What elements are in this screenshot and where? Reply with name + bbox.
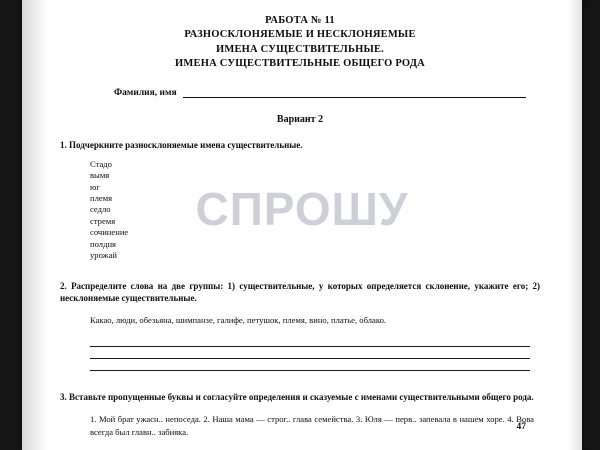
document-content [60, 14, 540, 438]
task-1-word-list [60, 159, 540, 262]
task-2-answer-area [60, 335, 540, 371]
name-field-label: Фамилия, имя [114, 87, 177, 98]
document-title [60, 14, 540, 72]
list-item[interactable]: вымя [90, 170, 110, 181]
variant-heading: Вариант 2 [276, 113, 324, 125]
answer-line[interactable] [90, 335, 530, 347]
title-line-1: РАБОТА № 11 [265, 15, 335, 26]
page-background-left [0, 0, 22, 450]
list-item[interactable]: племя [90, 192, 113, 203]
name-field-input[interactable] [183, 88, 526, 98]
list-item[interactable]: полдня [90, 238, 116, 249]
page-number: 47 [516, 422, 526, 432]
document-page [22, 0, 582, 450]
list-item[interactable]: Стадо [90, 158, 112, 169]
list-item[interactable]: урожай [90, 250, 118, 261]
title-line-2: РАЗНОСКЛОНЯЕМЫЕ И НЕСКЛОНЯЕМЫЕ [184, 29, 416, 41]
list-item[interactable]: юг [90, 181, 100, 192]
watermark-text: СПРОШУ [195, 183, 409, 235]
task-2-heading: 2. Распределите слова на две группы: 1) существительные, у которых определяется склонение, укажите его; 2) несклоняемые существительные. [60, 280, 540, 304]
title-line-4: ИМЕНА СУЩЕСТВИТЕЛЬНЫЕ ОБЩЕГО РОДА [175, 58, 425, 70]
list-item[interactable]: сочинение [90, 227, 129, 238]
task-3-heading: 3. Вставьте пропущенные буквы и согласуйте определения и сказуемые с именами существительными общего рода. [60, 392, 534, 403]
task-3-body: 1. Мой брат ужасн.. непоседа. 2. Наша мама — строг.. глава семейства. 3. Юля — перв.. запевала в нашем хоре. 4. Вова всегда был главн.. забияка. [90, 414, 534, 437]
page-background-right [582, 0, 600, 450]
answer-line[interactable] [90, 347, 530, 359]
name-field-row [60, 88, 540, 98]
task-2-body: Какао, люди, обезьяна, шимпанзе, галифе, петушок, племя, вино, платье, облако. [90, 315, 387, 326]
task-1-heading: 1. Подчеркните разносклоняемые имена существительные. [60, 139, 303, 150]
list-item[interactable]: стремя [90, 215, 116, 226]
answer-line[interactable] [90, 359, 530, 371]
list-item[interactable]: седло [90, 204, 111, 215]
title-line-3: ИМЕНА СУЩЕСТВИТЕЛЬНЫЕ. [215, 43, 385, 55]
